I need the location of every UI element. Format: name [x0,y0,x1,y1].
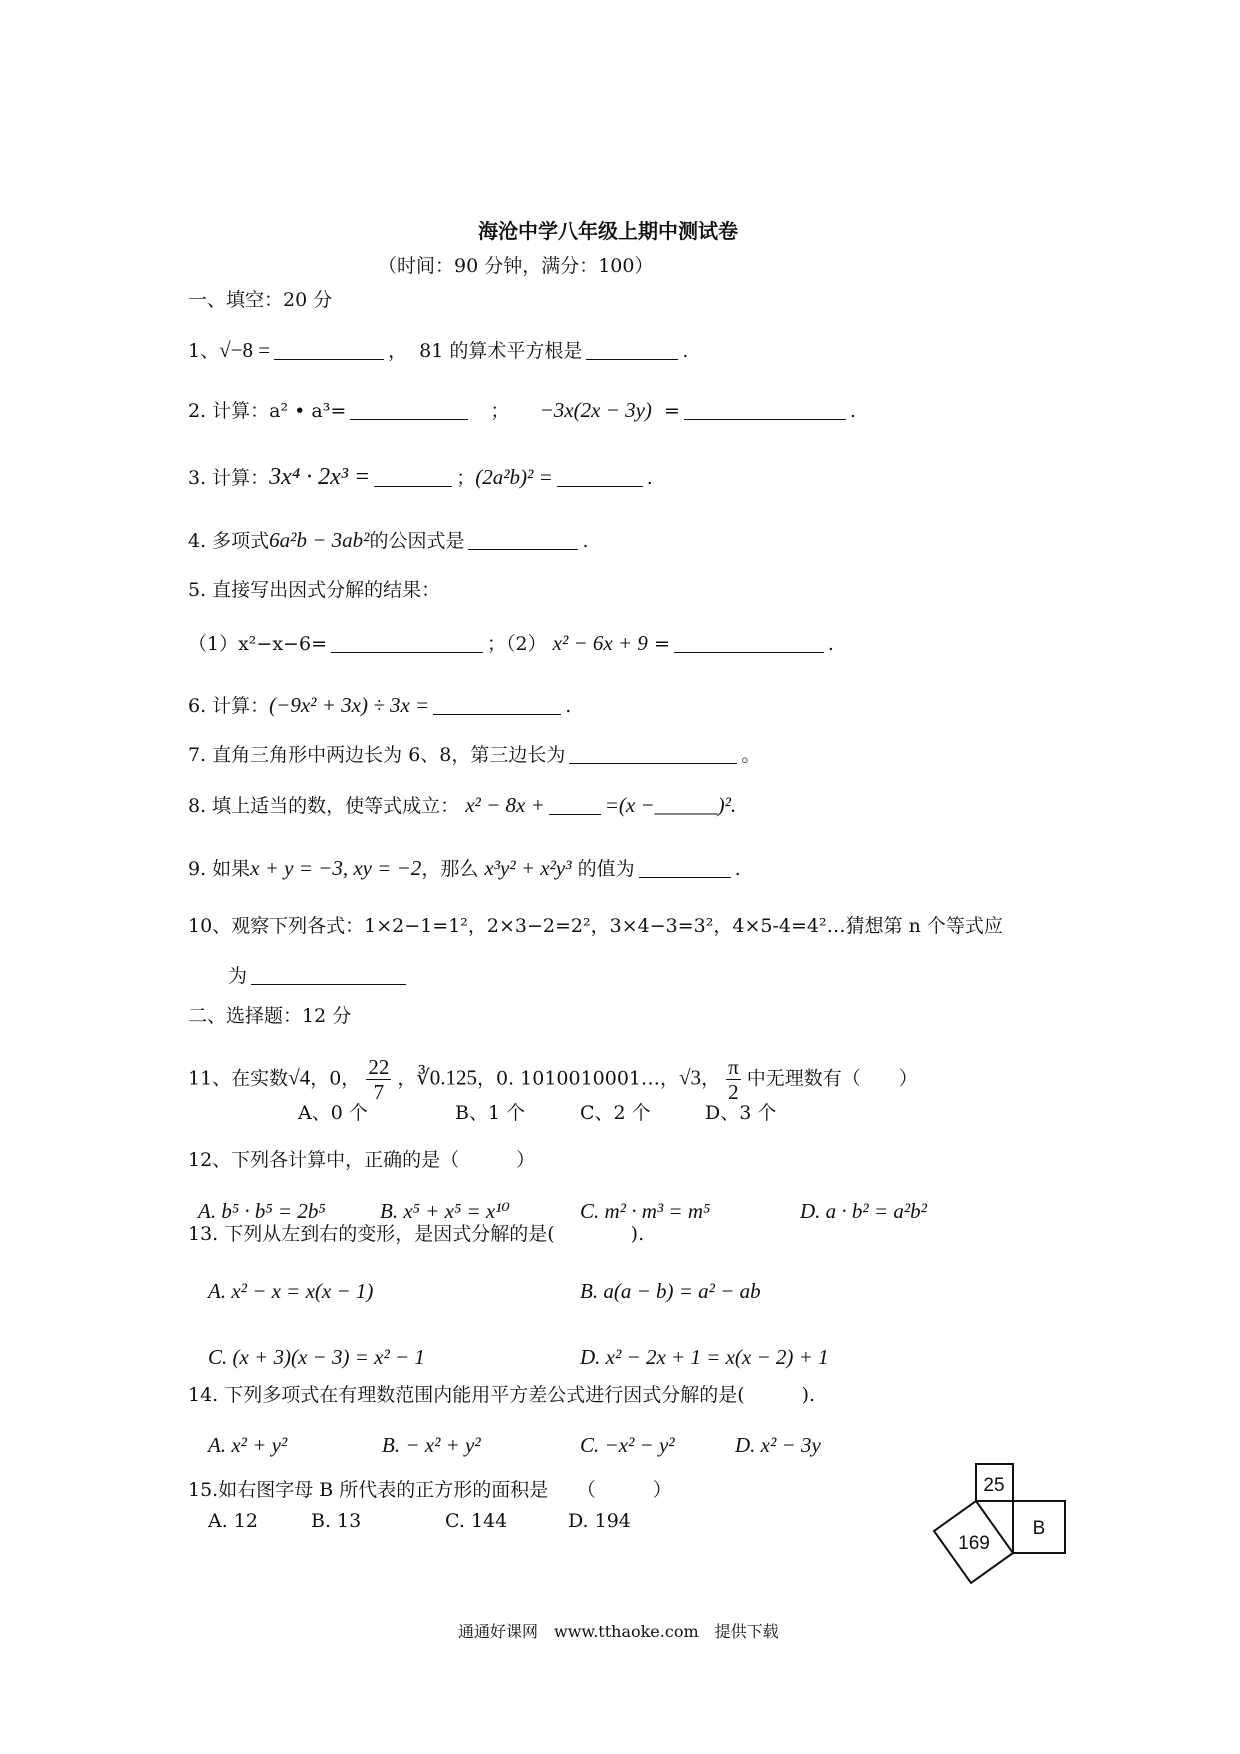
q1-blank-2[interactable] [586,339,678,360]
question-13: 13. 下列从左到右的变形，是因式分解的是( ). [188,1223,645,1245]
q14-option-c[interactable]: C. −x² − y² [580,1433,675,1457]
q11-option-a[interactable]: A、0 个 [298,1102,368,1124]
q4-expression: 6a²b − 3ab² [269,528,370,552]
q15-squares-figure [918,1462,1078,1602]
question-6: 6. 计算：(−9x² + 3x) ÷ 3x = . [188,693,572,717]
q13-option-d[interactable]: D. x² − 2x + 1 = x(x − 2) + 1 [580,1345,829,1369]
q4-blank[interactable] [468,529,578,550]
square-right-label: B [1032,1518,1046,1539]
q11-fraction-pi-2: $\frac{\pi}{2}$ [728,1055,739,1104]
q15-option-c[interactable]: C. 144 [445,1510,508,1532]
q12-option-b[interactable]: B. x⁵ + x⁵ = x¹⁰ [380,1199,510,1223]
q1-blank-1[interactable] [274,339,384,360]
q14-option-a[interactable]: A. x² + y² [208,1433,288,1457]
q8-expression-1: x² − 8x + [465,793,545,817]
question-5: 5. 直接写出因式分解的结果： [188,579,441,601]
q11-cube-root: ∛0.125 [416,1065,477,1090]
q7-blank[interactable] [569,743,737,764]
question-3: 3. 计算：3x⁴ · 2x³ = ；(2a²b)² = . [188,464,653,490]
footer-credit: 通通好课网 www.tthaoke.com 提供下载 [458,1622,779,1641]
q14-option-d[interactable]: D. x² − 3y [735,1433,821,1457]
q9-expression-1: x + y = −3, xy = −2 [250,856,422,880]
q6-expression: (−9x² + 3x) ÷ 3x = [269,693,430,717]
section-2-heading: 二、选择题：12 分 [188,1005,352,1027]
q10-blank[interactable] [251,964,406,985]
question-15: 15.如右图字母 B 所代表的正方形的面积是 （ ） [188,1479,672,1501]
q3-expression-1: 3x⁴ · 2x³ = [269,464,371,490]
q15-option-b[interactable]: B. 13 [311,1510,362,1532]
section-1-heading: 一、填空：20 分 [188,289,333,311]
question-1: 1、√−8 = ， 81 的算术平方根是 . [188,338,689,362]
q11-sqrt-4: √4 [288,1065,311,1090]
page-title: 海沧中学八年级上期中测试卷 [478,219,738,243]
q15-option-a[interactable]: A. 12 [208,1510,258,1532]
page-subtitle: （时间：90 分钟，满分：100） [378,255,654,277]
question-10-answer-line: 为 [228,963,410,989]
question-7: 7. 直角三角形中两边长为 6、8，第三边长为 。 [188,744,761,766]
q13-option-b[interactable]: B. a(a − b) = a² − ab [580,1279,761,1303]
q12-option-d[interactable]: D. a · b² = a²b² [800,1199,927,1223]
q1-expression: √−8 = [219,338,271,362]
q11-sqrt-3: √3 [679,1065,702,1090]
q9-blank[interactable] [639,857,731,878]
q11-option-b[interactable]: B、1 个 [455,1102,526,1124]
q8-expression-3: )². [717,793,737,817]
question-14: 14. 下列多项式在有理数范围内能用平方差公式进行因式分解的是( ). [188,1384,816,1406]
q12-option-a[interactable]: A. b⁵ · b⁵ = 2b⁵ [198,1199,326,1223]
square-left-label: 169 [958,1533,990,1554]
q3-blank-1[interactable] [374,466,452,487]
q6-blank[interactable] [433,694,561,715]
question-12: 12、下列各计算中，正确的是（ ） [188,1149,536,1171]
q5-blank-1[interactable] [331,632,483,653]
q14-option-b[interactable]: B. − x² + y² [382,1433,481,1457]
q15-option-d[interactable]: D. 194 [568,1510,631,1532]
q2-blank-1[interactable] [350,399,468,420]
q11-fraction-22-7: $\frac{22}{7}$ [368,1055,390,1104]
question-8: 8. 填上适当的数，使等式成立： x² − 8x + =(x −______)². [188,793,737,817]
q5-expression: x² − 6x + 9 [552,631,648,655]
q3-expression-2: (2a²b)² = [475,465,553,489]
q2-blank-2[interactable] [684,399,846,420]
question-10: 10、观察下列各式：1×2−1=1²，2×3−2=2²，3×4−3=3²，4×5-4=4²…猜想第 n 个等式应 [188,915,1003,937]
q5-blank-2[interactable] [674,632,824,653]
q2-expression: −3x(2x − 3y) [539,398,652,422]
q12-option-c[interactable]: C. m² · m³ = m⁵ [580,1199,711,1223]
square-top-label: 25 [983,1475,1005,1496]
q8-blank-2[interactable]: ______ [654,793,718,817]
q11-option-d[interactable]: D、3 个 [705,1102,777,1124]
q8-expression-2: =(x − [604,793,655,817]
q13-option-c[interactable]: C. (x + 3)(x − 3) = x² − 1 [208,1345,425,1369]
q3-blank-2[interactable] [557,466,643,487]
q11-option-c[interactable]: C、2 个 [580,1102,651,1124]
question-9: 9. 如果x + y = −3, xy = −2，那么 x³y² + x²y³ 的值为 . [188,856,741,880]
q8-blank-1[interactable] [549,794,601,815]
question-11: 11、在实数√4，0， $\frac{22}{7}$ ，∛0.125，0. 1010010001…，√3， $\frac{\pi}{2}$ 中无理数有（ ） [188,1055,918,1104]
q9-expression-2: x³y² + x²y³ [484,856,572,880]
q13-option-a[interactable]: A. x² − x = x(x − 1) [208,1279,374,1303]
question-4: 4. 多项式6a²b − 3ab²的公因式是 . [188,528,589,552]
question-5-parts: （1）x²−x−6= ；（2） x² − 6x + 9 = . [188,631,834,655]
question-2: 2. 计算：a² • a³= ； −3x(2x − 3y) = . [188,398,856,422]
